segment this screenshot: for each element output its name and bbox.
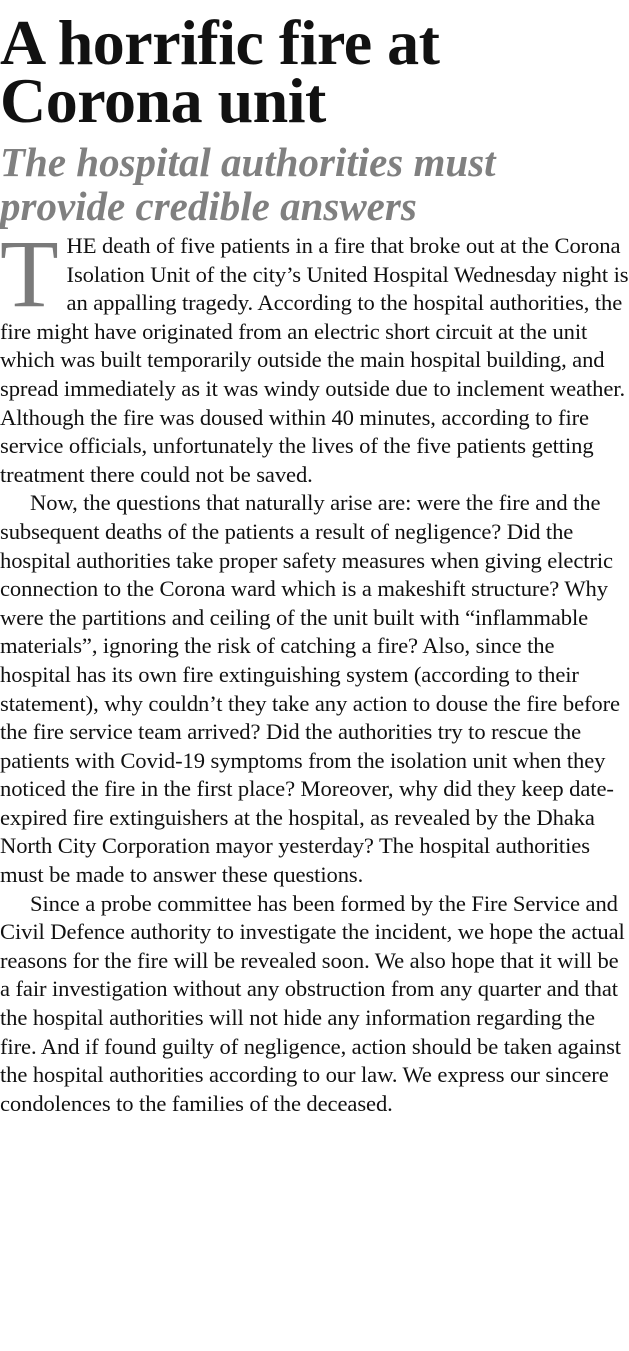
headline xyxy=(0,7,629,136)
paragraph-2: Now, the questions that naturally arise are: were the fire and the subsequent deaths of the patients a result of negligence? Did the hospital authorities take proper safety measures when giving electric connection to the Corona ward which is a makeshift structure? Why were the partitions and ceiling of the unit built with “inflammable materials”, ignoring the risk of catching a fire? Also, since the hospital has its own fire extinguishing system (according to their statement), why couldn’t they take any action to douse the fire before the fire service team arrived? Did the authorities try to rescue the patients with Covid-19 symptoms from the isolation unit when they noticed the fire in the first place? Moreover, why did they keep date-expired fire extinguishers at the hospital, as revealed by the Dhaka North City Corporation mayor yesterday? The hospital authorities must be made to answer these questions. xyxy=(0,490,620,888)
headline-line-2: Corona unit xyxy=(0,65,326,136)
drop-cap: T xyxy=(0,220,59,327)
subheadline-line-1: The hospital authorities must xyxy=(0,139,496,185)
paragraph-1 xyxy=(0,220,629,489)
paragraph-1-text: HE death of five patients in a fire that broke out at the Corona Isolation Unit of the city’s United Hospital Wednesday night is an appalling tragedy. According to the hospital authorities, the fire might have originated from an electric short circuit at the unit which was built temporarily outside the main hospital building, and spread immediately as it was windy outside due to inclement weather. Although the fire was doused within 40 minutes, according to fire service officials, unfortunately the lives of the five patients getting treatment there could not be saved. xyxy=(0,233,629,487)
subheadline-line-2: provide credible answers xyxy=(0,183,417,229)
article-body xyxy=(0,220,629,1118)
headline-line-1: A horrific fire at xyxy=(0,7,440,78)
subheadline xyxy=(0,140,629,228)
paragraph-3: Since a probe committee has been formed by the Fire Service and Civil Defence authority to investigate the incident, we hope the actual reasons for the fire will be revealed soon. We also hope that it will be a fair investigation without any obstruction from any quarter and that the hospital authorities will not hide any information regarding the fire. And if found guilty of negligence, action should be taken against the hospital authorities according to our law. We express our sincere condolences to the families of the deceased. xyxy=(0,890,625,1116)
